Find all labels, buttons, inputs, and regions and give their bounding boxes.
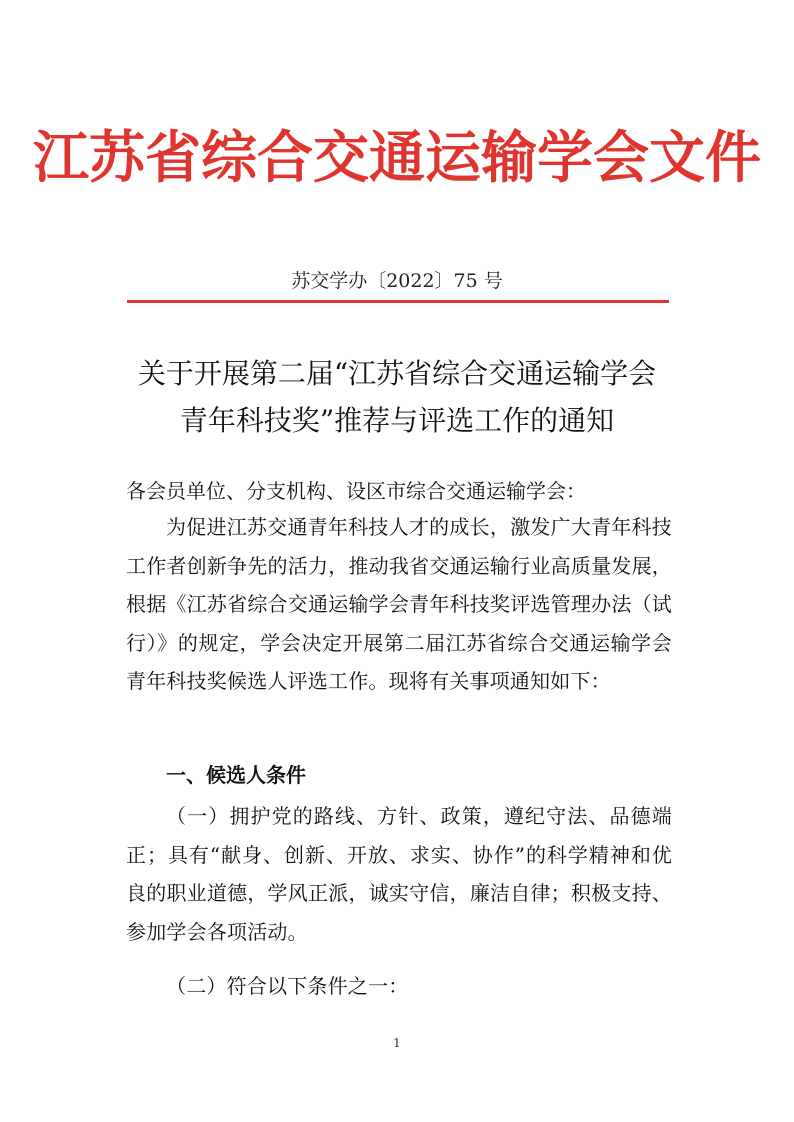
- salutation: 各会员单位、分支机构、设区市综合交通运输学会：: [126, 479, 586, 503]
- notice-title: [0, 350, 794, 444]
- notice-title-line-1: 关于开展第二届“江苏省综合交通运输学会: [137, 357, 657, 390]
- document-number: 苏交学办〔2022〕75 号: [291, 270, 503, 292]
- document-header-title: 江苏省综合交通运输学会文件: [33, 125, 761, 191]
- notice-title-line-2: 青年科技奖”推荐与评选工作的通知: [179, 404, 615, 437]
- condition-item-2: （二）符合以下条件之一：: [166, 974, 409, 998]
- intro-paragraph: 为促进江苏交通青年科技人才的成长，激发广大青年科技工作者创新争先的活力，推动我省交通运输行业高质量发展，根据《江苏省综合交通运输学会青年科技奖评选管理办法（试行）》的规定，学会决定开展第二届江苏省综合交通运输学会青年科技奖候选人评选工作。现将有关事项通知如下：: [126, 515, 672, 693]
- page-number: 1: [393, 1036, 401, 1050]
- section-heading-candidate-conditions: 一、候选人条件: [166, 763, 306, 787]
- condition-item-1: （一）拥护党的路线、方针、政策，遵纪守法、品德端正；具有“献身、创新、开放、求实、协作”的科学精神和优良的职业道德，学风正派，诚实守信，廉洁自律；积极支持、参加学会各项活动。: [126, 804, 672, 944]
- red-divider-line: [127, 300, 669, 303]
